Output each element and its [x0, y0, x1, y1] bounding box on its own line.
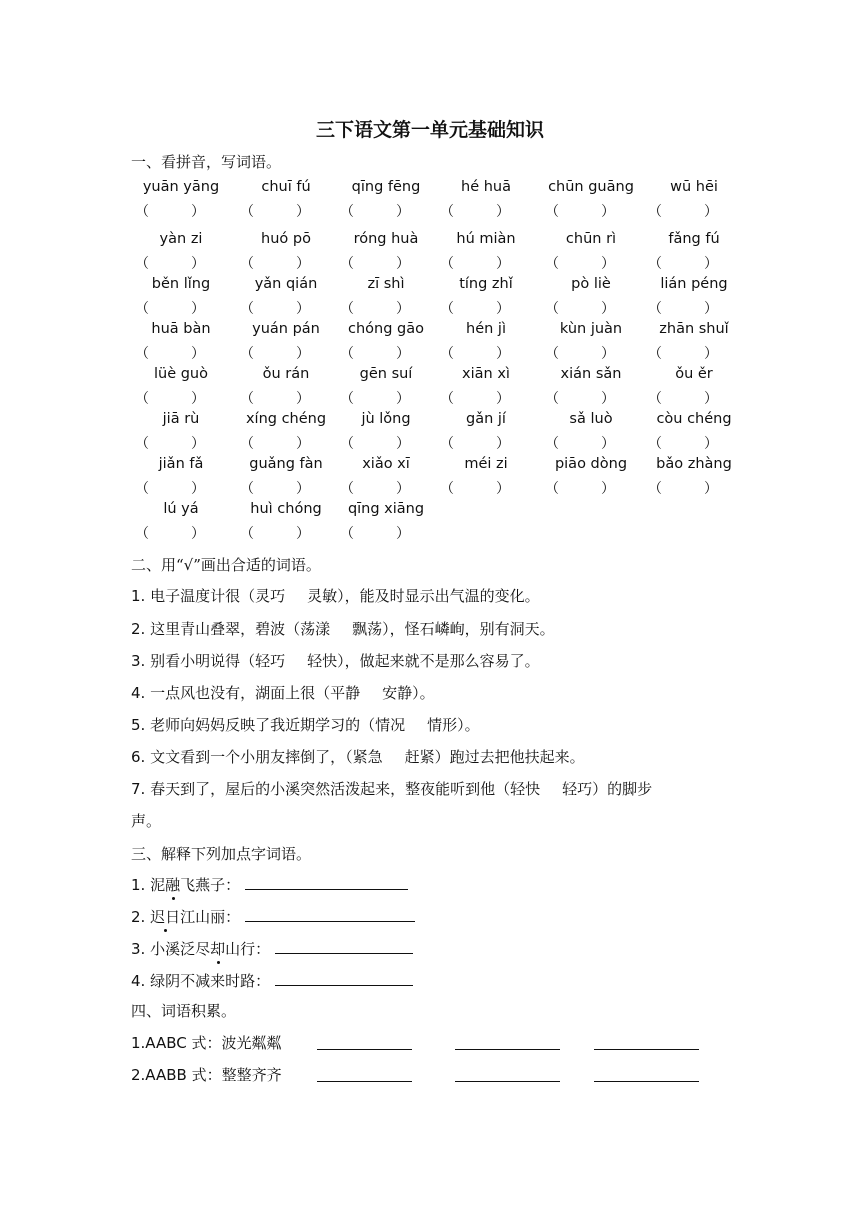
item-number: 6.: [131, 748, 146, 766]
dotted-char: 却: [210, 940, 226, 958]
close-paren: ）: [296, 346, 310, 362]
answer-brackets[interactable]: [236, 388, 336, 408]
answer-brackets[interactable]: [541, 253, 641, 273]
item-number: 2.: [131, 620, 146, 638]
close-paren: ）: [191, 526, 205, 542]
close-paren: ）: [191, 346, 205, 362]
open-paren: （: [545, 256, 559, 272]
open-paren: （: [648, 391, 662, 407]
close-paren: ）: [396, 391, 410, 407]
dotted-char: 融: [165, 876, 181, 894]
close-paren: ）: [704, 481, 718, 497]
open-paren: （: [648, 301, 662, 317]
sentence-first-option[interactable]: 别看小明说得（轻巧: [150, 652, 286, 670]
open-paren: （: [648, 346, 662, 362]
item-number: 1.: [131, 587, 146, 605]
answer-brackets[interactable]: [236, 478, 336, 498]
pinyin-text: huā bàn: [151, 321, 211, 337]
close-paren: ）: [704, 204, 718, 220]
open-paren: （: [135, 481, 149, 497]
close-paren: ）: [601, 391, 615, 407]
pinyin-row: [131, 366, 731, 410]
open-paren: （: [648, 204, 662, 220]
section-2-heading: 二、用“√”画出合适的词语。: [131, 556, 321, 574]
pinyin-text: chuī fú: [261, 179, 311, 195]
answer-blank[interactable]: [455, 1081, 560, 1082]
close-paren: ）: [601, 204, 615, 220]
answer-blank[interactable]: [594, 1081, 699, 1082]
close-paren: ）: [496, 301, 510, 317]
open-paren: （: [340, 204, 354, 220]
answer-brackets[interactable]: [131, 298, 231, 318]
open-paren: （: [240, 526, 254, 542]
answer-brackets[interactable]: [436, 253, 536, 273]
choice-item: [131, 746, 585, 767]
pinyin-text: zī shì: [367, 276, 405, 292]
item-number: 7.: [131, 780, 146, 798]
close-paren: ）: [396, 481, 410, 497]
answer-brackets[interactable]: [541, 478, 641, 498]
close-paren: ）: [396, 256, 410, 272]
close-paren: ）: [601, 346, 615, 362]
answer-brackets[interactable]: [131, 343, 231, 363]
sentence-second-option[interactable]: 情形）。: [427, 716, 480, 734]
pinyin-text: kùn juàn: [559, 321, 623, 337]
open-paren: （: [135, 436, 149, 452]
answer-blank[interactable]: [245, 907, 415, 922]
answer-brackets[interactable]: [644, 388, 744, 408]
open-paren: （: [440, 346, 454, 362]
sentence-second-option[interactable]: 安静）。: [382, 684, 435, 702]
pinyin-text: yǎn qián: [254, 276, 318, 292]
close-paren: ）: [704, 391, 718, 407]
answer-brackets[interactable]: [644, 201, 744, 221]
pinyin-text: xíng chéng: [245, 411, 327, 427]
item-number: 3.: [131, 652, 146, 670]
pinyin-text: chóng gāo: [348, 321, 424, 337]
answer-brackets[interactable]: [436, 478, 536, 498]
item-number: 5.: [131, 716, 146, 734]
open-paren: （: [545, 391, 559, 407]
section-1-heading: 一、看拼音，写词语。: [131, 153, 282, 171]
sentence-second-option[interactable]: 轻巧）的脚步: [562, 780, 653, 798]
answer-brackets[interactable]: [336, 388, 436, 408]
pinyin-text: qīng fēng: [351, 179, 421, 195]
answer-brackets[interactable]: [236, 433, 336, 453]
pinyin-text: róng huà: [353, 231, 419, 247]
pinyin-text: hén jì: [466, 321, 506, 337]
answer-brackets[interactable]: [131, 253, 231, 273]
pinyin-text: jù lǒng: [361, 411, 411, 427]
answer-brackets[interactable]: [336, 343, 436, 363]
close-paren: ）: [191, 481, 205, 497]
answer-brackets[interactable]: [131, 433, 231, 453]
sentence-first-option[interactable]: 这里青山叠翠，碧波（荡漾: [150, 620, 331, 638]
close-paren: ）: [396, 346, 410, 362]
answer-brackets[interactable]: [236, 523, 336, 543]
item-7-continuation: 声。: [131, 812, 162, 830]
open-paren: （: [340, 526, 354, 542]
close-paren: ）: [704, 301, 718, 317]
answer-brackets[interactable]: [644, 478, 744, 498]
open-paren: （: [440, 391, 454, 407]
answer-brackets[interactable]: [236, 343, 336, 363]
pinyin-text: yuán pán: [252, 321, 320, 337]
close-paren: ）: [191, 256, 205, 272]
pinyin-row: [131, 411, 731, 455]
answer-brackets[interactable]: [236, 298, 336, 318]
pinyin-text: jiǎn fǎ: [158, 456, 204, 472]
open-paren: （: [135, 391, 149, 407]
pinyin-text: xiān xì: [462, 366, 510, 382]
answer-brackets[interactable]: [541, 433, 641, 453]
choice-item: [131, 682, 435, 703]
answer-brackets[interactable]: [336, 433, 436, 453]
open-paren: （: [340, 436, 354, 452]
sentence-first-option[interactable]: 电子温度计很（灵巧: [150, 587, 286, 605]
open-paren: （: [135, 256, 149, 272]
pinyin-text: hú miàn: [456, 231, 516, 247]
pinyin-text: ǒu rán: [262, 366, 310, 382]
answer-blank[interactable]: [455, 1049, 560, 1050]
close-paren: ）: [396, 436, 410, 452]
close-paren: ）: [191, 204, 205, 220]
sentence-second-option[interactable]: 赶紧）跑过去把他扶起来。: [404, 748, 585, 766]
answer-brackets[interactable]: [541, 201, 641, 221]
sentence-second-option[interactable]: 灵敏），能及时显示出气温的变化。: [307, 587, 540, 605]
choice-item: [131, 650, 540, 671]
answer-brackets[interactable]: [131, 388, 231, 408]
open-paren: （: [135, 204, 149, 220]
pinyin-text: qīng xiāng: [347, 501, 425, 517]
open-paren: （: [545, 481, 559, 497]
answer-blank[interactable]: [317, 1049, 412, 1050]
accumulation-row-1: 1.AABC 式：波光粼粼: [131, 1034, 282, 1052]
choice-item: [131, 714, 480, 735]
open-paren: （: [440, 301, 454, 317]
close-paren: ）: [191, 301, 205, 317]
close-paren: ）: [296, 204, 310, 220]
dotted-char: 迟日: [150, 908, 181, 926]
open-paren: （: [340, 481, 354, 497]
pinyin-text: lián péng: [660, 276, 728, 292]
choice-item: [131, 778, 652, 799]
open-paren: （: [240, 256, 254, 272]
section-4-heading: 四、词语积累。: [131, 1002, 237, 1020]
open-paren: （: [440, 436, 454, 452]
pinyin-text: còu chéng: [656, 411, 732, 427]
pinyin-text: ǒu ěr: [675, 366, 713, 382]
open-paren: （: [135, 346, 149, 362]
open-paren: （: [135, 301, 149, 317]
open-paren: （: [240, 391, 254, 407]
close-paren: ）: [296, 301, 310, 317]
pinyin-text: xián sǎn: [560, 366, 622, 382]
pinyin-text: hé huā: [461, 179, 511, 195]
open-paren: （: [648, 481, 662, 497]
answer-brackets[interactable]: [541, 343, 641, 363]
answer-brackets[interactable]: [336, 298, 436, 318]
sentence-first-option[interactable]: 春天到了，屋后的小溪突然活泼起来，整夜能听到他（轻快: [150, 780, 541, 798]
pinyin-text: zhān shuǐ: [659, 321, 729, 337]
open-paren: （: [440, 204, 454, 220]
open-paren: （: [545, 436, 559, 452]
explain-item-3: 3. 小溪泛尽却山行：: [131, 938, 413, 959]
open-paren: （: [440, 256, 454, 272]
choice-item: [131, 585, 540, 606]
pinyin-text: yuān yāng: [142, 179, 220, 195]
close-paren: ）: [601, 436, 615, 452]
answer-brackets[interactable]: [644, 253, 744, 273]
pinyin-text: fǎng fú: [668, 231, 720, 247]
answer-blank[interactable]: [245, 875, 408, 890]
pinyin-text: xiǎo xī: [362, 456, 410, 472]
open-paren: （: [340, 391, 354, 407]
section-3-heading: 三、解释下列加点字词语。: [131, 845, 312, 863]
pinyin-text: gēn suí: [359, 366, 413, 382]
close-paren: ）: [601, 481, 615, 497]
close-paren: ）: [496, 204, 510, 220]
answer-brackets[interactable]: [236, 253, 336, 273]
answer-brackets[interactable]: [336, 523, 436, 543]
close-paren: ）: [496, 391, 510, 407]
explain-item-1: 1. 泥融飞燕子：: [131, 874, 408, 895]
close-paren: ）: [296, 391, 310, 407]
answer-brackets[interactable]: [436, 433, 536, 453]
close-paren: ）: [191, 391, 205, 407]
pinyin-text: běn lǐng: [151, 276, 211, 292]
close-paren: ）: [601, 256, 615, 272]
sentence-second-option[interactable]: 飘荡），怪石嶙峋，别有洞天。: [352, 620, 555, 638]
close-paren: ）: [496, 346, 510, 362]
answer-brackets[interactable]: [541, 298, 641, 318]
accumulation-row-2: 2.AABB 式：整整齐齐: [131, 1066, 282, 1084]
answer-brackets[interactable]: [131, 523, 231, 543]
open-paren: （: [545, 346, 559, 362]
pinyin-text: chūn guāng: [548, 179, 634, 195]
open-paren: （: [648, 436, 662, 452]
pinyin-text: huó pō: [261, 231, 311, 247]
answer-blank[interactable]: [317, 1081, 412, 1082]
pinyin-row: [131, 179, 731, 223]
pinyin-text: pò liè: [571, 276, 611, 292]
page-title: 三下语文第一单元基础知识: [315, 119, 544, 141]
open-paren: （: [340, 301, 354, 317]
open-paren: （: [340, 346, 354, 362]
open-paren: （: [545, 204, 559, 220]
close-paren: ）: [396, 204, 410, 220]
pinyin-row: [131, 231, 731, 275]
open-paren: （: [240, 204, 254, 220]
open-paren: （: [240, 301, 254, 317]
answer-brackets[interactable]: [541, 388, 641, 408]
open-paren: （: [545, 301, 559, 317]
answer-blank[interactable]: [594, 1049, 699, 1050]
answer-brackets[interactable]: [336, 478, 436, 498]
open-paren: （: [340, 256, 354, 272]
pinyin-text: tíng zhǐ: [459, 276, 513, 292]
close-paren: ）: [396, 301, 410, 317]
close-paren: ）: [296, 256, 310, 272]
open-paren: （: [440, 481, 454, 497]
answer-brackets[interactable]: [644, 298, 744, 318]
explain-item-2: 2. 迟日江山丽：: [131, 906, 415, 927]
answer-brackets[interactable]: [336, 253, 436, 273]
pinyin-row: [131, 321, 731, 365]
item-number: 4.: [131, 684, 146, 702]
pinyin-text: méi zi: [464, 456, 508, 472]
answer-brackets[interactable]: [436, 201, 536, 221]
close-paren: ）: [296, 436, 310, 452]
pinyin-text: lüè guò: [153, 366, 208, 382]
open-paren: （: [240, 436, 254, 452]
answer-brackets[interactable]: [644, 433, 744, 453]
close-paren: ）: [396, 526, 410, 542]
open-paren: （: [240, 346, 254, 362]
answer-brackets[interactable]: [436, 388, 536, 408]
pinyin-row: [131, 501, 731, 545]
open-paren: （: [648, 256, 662, 272]
pinyin-text: wū hēi: [670, 179, 718, 195]
answer-brackets[interactable]: [436, 298, 536, 318]
close-paren: ）: [191, 436, 205, 452]
close-paren: ）: [496, 436, 510, 452]
answer-brackets[interactable]: [236, 201, 336, 221]
pinyin-text: piāo dòng: [554, 456, 628, 472]
close-paren: ）: [296, 481, 310, 497]
answer-brackets[interactable]: [644, 343, 744, 363]
sentence-first-option[interactable]: 老师向妈妈反映了我近期学习的（情况: [150, 716, 406, 734]
answer-brackets[interactable]: [131, 478, 231, 498]
open-paren: （: [240, 481, 254, 497]
answer-brackets[interactable]: [436, 343, 536, 363]
pinyin-text: yàn zi: [159, 231, 203, 247]
close-paren: ）: [496, 256, 510, 272]
answer-brackets[interactable]: [131, 201, 231, 221]
open-paren: （: [135, 526, 149, 542]
pinyin-text: gǎn jí: [466, 411, 506, 427]
close-paren: ）: [704, 346, 718, 362]
close-paren: ）: [601, 301, 615, 317]
sentence-first-option[interactable]: 文文看到一个小朋友摔倒了，（紧急: [150, 748, 383, 766]
pinyin-text: chūn rì: [565, 231, 617, 247]
pinyin-text: bǎo zhàng: [656, 456, 732, 472]
pinyin-text: guǎng fàn: [249, 456, 323, 472]
pinyin-text: huì chóng: [250, 501, 322, 517]
close-paren: ）: [296, 526, 310, 542]
close-paren: ）: [704, 436, 718, 452]
explain-item-4: 4. 绿阴不减来时路：: [131, 970, 413, 991]
choice-item: [131, 618, 555, 639]
pinyin-text: lú yá: [163, 501, 199, 517]
answer-blank[interactable]: [275, 939, 413, 954]
pinyin-text: jiā rù: [162, 411, 200, 427]
sentence-second-option[interactable]: 轻快），做起来就不是那么容易了。: [307, 652, 540, 670]
close-paren: ）: [496, 481, 510, 497]
pinyin-text: sǎ luò: [569, 411, 613, 427]
sentence-first-option[interactable]: 一点风也没有，湖面上很（平静: [150, 684, 361, 702]
pinyin-row: [131, 456, 731, 500]
pinyin-row: [131, 276, 731, 320]
close-paren: ）: [704, 256, 718, 272]
answer-blank[interactable]: [275, 971, 413, 986]
answer-brackets[interactable]: [336, 201, 436, 221]
